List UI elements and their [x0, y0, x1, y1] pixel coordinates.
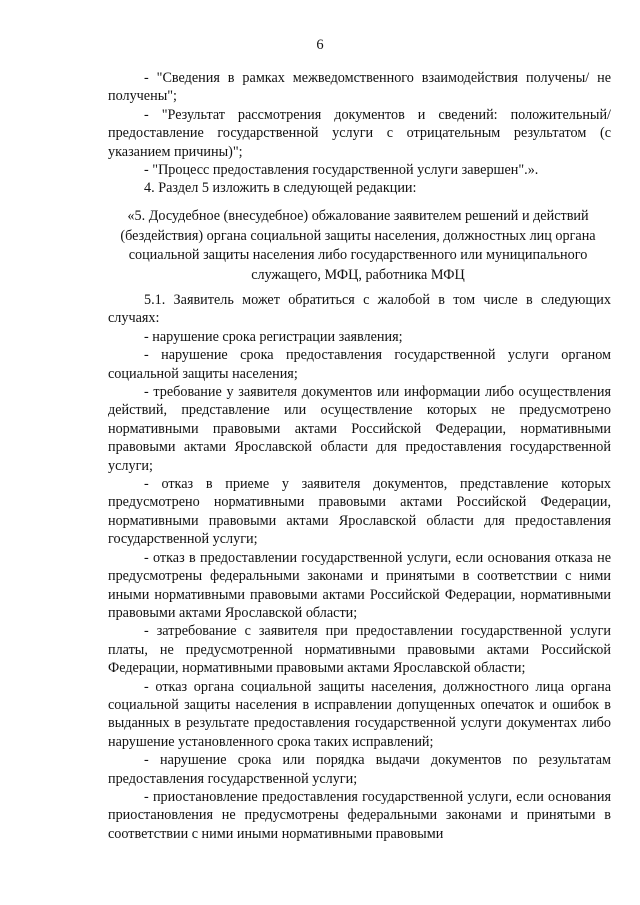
list-item-fee-demand: - затребование с заявителя при предоставлении государственной услуги платы, не предусмотренной нормативными правовыми актами Российской Федерации, нормативными правовыми актами Ярославской области; [108, 623, 611, 677]
clause-5-1: 5.1. Заявитель может обратиться с жалобой в том числе в следующих случаях: [108, 292, 611, 327]
list-item-correction-refusal: - отказ органа социальной защиты населения, должностного лица органа социальной защиты населения в исправлении допущенных опечаток и ошибок в выданных в результате предоставления государственной услуги документах либо нарушение установленного срока таких исправлений; [108, 678, 611, 750]
section-heading-text: «5. Досудебное (внесудебное) обжалование заявителем решений и действий (бездействия) органа социальной защиты населения, должностных лиц органа социальной защиты населения либо государственного или муниципального служащего, МФЦ, работника МФЦ [120, 208, 596, 283]
list-item-refusal-intake: - отказ в приеме у заявителя документов, представление которых предусмотрено нормативными правовыми актами Российской Федерации, нормативными правовыми актами Ярославской области для предоставления государственной услуги; [108, 476, 611, 548]
list-item-registration: - нарушение срока регистрации заявления; [144, 328, 403, 345]
list-item-issue-term: - нарушение срока или порядка выдачи документов по результатам предоставления государственной услуги; [108, 752, 611, 787]
list-item-suspension: - приостановление предоставления государственной услуги, если основания приостановления не предусмотрены федеральными законами и принятыми в соответствии с ними иными нормативными правовыми [108, 788, 611, 842]
intro-block [108, 69, 611, 198]
body-block [108, 291, 611, 843]
intro-item-section5: 4. Раздел 5 изложить в следующей редакции: [144, 180, 417, 197]
intro-item-complete: - "Процесс предоставления государственной услуги завершен".». [144, 162, 539, 179]
page-number: 6 [316, 37, 324, 53]
section-heading [100, 207, 616, 285]
intro-item-result: - "Результат рассмотрения документов и сведений: положительный/ предоставление государственной услуги с отрицательным результатом (с указанием причины)"; [108, 106, 611, 160]
list-item-service-term: - нарушение срока предоставления государственной услуги органом социальной защиты населения; [108, 347, 611, 382]
intro-item-mezhved: - "Сведения в рамках межведомственного взаимодействия получены/ не получены"; [108, 70, 611, 105]
list-item-document-demand: - требование у заявителя документов или информации либо осуществления действий, представление или осуществление которых не предусмотрено нормативными правовыми актами Российской Федерации, нормативными правовыми актами Ярославской области для предоставления государственной услуги; [108, 384, 611, 474]
list-item-refusal-service: - отказ в предоставлении государственной услуги, если основания отказа не предусмотрены федеральными законами и принятыми в соответствии с ними иными нормативными правовыми актами Российской Федерации, нормативными правовыми актами Ярославской области; [108, 549, 611, 621]
